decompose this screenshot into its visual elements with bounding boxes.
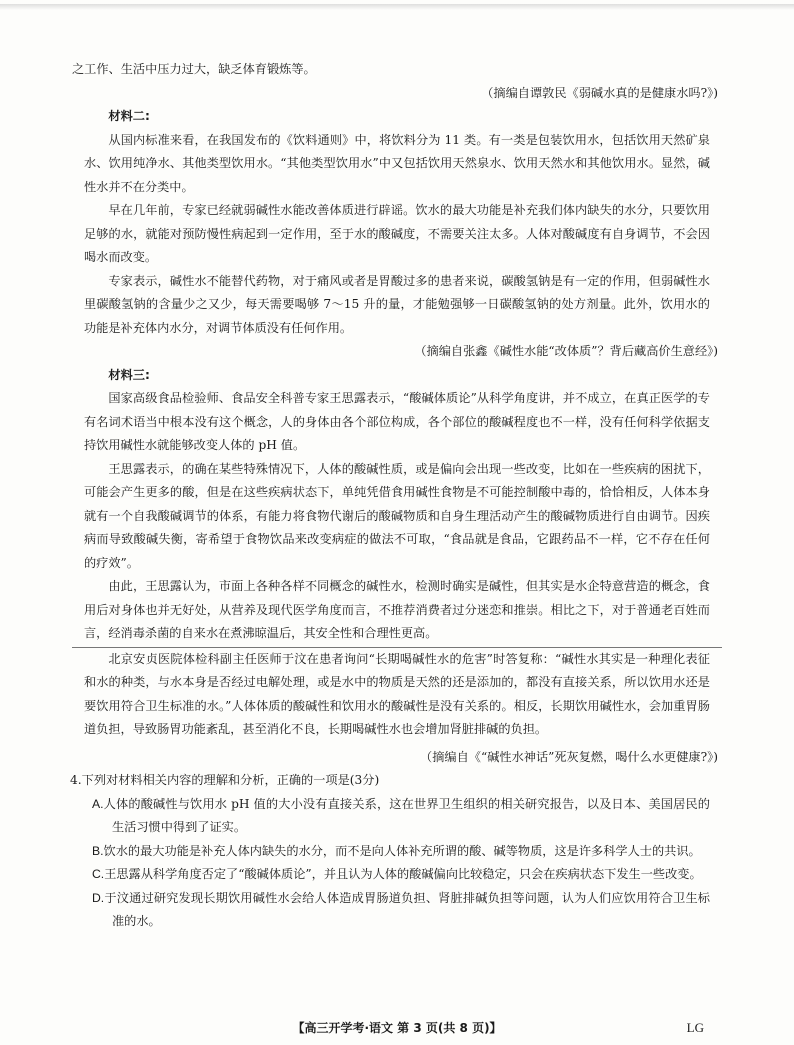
option-a [70, 793, 710, 840]
question-4-stem: 4.下列对材料相关内容的理解和分析，正确的一项是(3分) [70, 773, 380, 787]
material-two-paragraph-1: 从国内标准来看，在我国发布的《饮料通则》中，将饮料分为 11 类。有一类是包装饮用水，包括饮用天然矿泉水、饮用纯净水、其他类型饮用水。“其他类型饮用水”中又包括饮用天然泉水、饮用天然水和其他饮用水。显然，碱性水并不在分类中。 [84, 132, 710, 194]
option-d [70, 887, 710, 934]
page-footer [0, 1018, 794, 1038]
option-d-label: D. [92, 890, 105, 905]
option-a-label: A. [92, 796, 104, 811]
scan-edge [0, 4, 794, 10]
material-two-paragraph-2: 早在几年前，专家已经就弱碱性水能改善体质进行辟谣。饮水的最大功能是补充我们体内缺失的水分，只要饮用足够的水，就能对预防慢性病起到一定作用，至于水的酸碱度，不需要关注太多。人体对酸碱度有自身调节，不会因喝水而改变。 [84, 203, 710, 264]
page-content [70, 58, 718, 934]
footer-page-info: 【高三开学考·语文 第 3 页(共 8 页)】 [292, 1021, 502, 1035]
source-citation-2: （摘编自张鑫《碱性水能“改体质”？背后藏高价生意经》) [414, 344, 718, 358]
material-two-paragraph-3: 专家表示，碱性水不能替代药物，对于痛风或者是胃酸过多的患者来说，碳酸氢钠是有一定的作用，但弱碱性水里碳酸氢钠的含量少之又少，每天需要喝够 7～15 升的量，才能勉强够一日碳酸氢钠的处方剂量。此外，饮用水的功能是补充体内水分，对调节体质没有任何作用。 [84, 273, 710, 335]
source-citation-1: （摘编自谭敦民《弱碱水真的是健康水吗?》) [481, 85, 718, 100]
material-three-paragraph-4: 北京安贞医院体检科副主任医师于汶在患者询问“长期喝碱性水的危害”时答复称：“碱性水其实是一种理化表征和水的种类，与水本身是否经过电解处理，或是水中的物质是天然的还是添加的，都没有直接关系，所以饮用水还是要饮用符合卫生标准的水。”人体体质的酸碱性和饮用水的酸碱性是没有关系的。相反，长期饮用碱性水，会加重胃肠道负担，导致肠胃功能紊乱，甚至消化不良，长期喝碱性水也会增加肾脏排碱的负担。 [84, 651, 710, 736]
material-three-heading: 材料三: [108, 367, 150, 382]
source-citation-3: （摘编自《“碱性水神话”死灰复燃，喝什么水更健康?》) [420, 749, 718, 764]
paragraph-intro-tail: 之工作、生活中压力过大，缺乏体育锻炼等。 [72, 62, 316, 76]
material-three-paragraph-1: 国家高级食品检验师、食品安全科普专家王思露表示，“酸碱体质论”从科学角度讲，并不成立，在真正医学的专有名词术语当中根本没有这个概念，人的身体由各个部位构成，各个部位的酸碱程度也不一样，没有任何科学依据支持饮用碱性水就能够改变人体的 pH 值。 [84, 391, 710, 452]
option-c-label: C. [92, 867, 105, 881]
material-two-heading: 材料二: [108, 109, 150, 123]
option-c [70, 863, 710, 887]
option-a-text: 人体的酸碱性与饮用水 pH 值的大小没有直接关系，这在世界卫生组织的相关研究报告，以及日本、美国居民的生活习惯中得到了证实。 [103, 796, 710, 834]
option-d-text: 于汶通过研究发现长期饮用碱性水会给人体造成胃肠道负担、肾脏排碱负担等问题，认为人们应饮用符合卫生标准的水。 [104, 890, 710, 928]
footer-code: LG [686, 1020, 704, 1035]
option-b-label: B. [92, 843, 104, 858]
material-three-paragraph-3: 由此，王思露认为，市面上各种各样不同概念的碱性水，检测时确实是碱性，但其实是水企特意营造的概念，食用后对身体也并无好处，从营养及现代医学角度而言，不推荐消费者过分迷恋和推崇。相比之下，对于普通老百姓而言，经消毒杀菌的自来水在煮沸晾温后，其安全性和合理性更高。 [84, 579, 710, 640]
material-three-paragraph-2: 王思露表示，的确在某些特殊情况下，人体的酸碱性质，或是偏向会出现一些改变，比如在一些疾病的困扰下，可能会产生更多的酸，但是在这些疾病状态下，单纯凭借食用碱性食物是不可能控制酸中毒的，恰恰相反，人体本身就有一个自我酸碱调节的体系，有能力将食物代谢后的酸碱物质和自身生理活动产生的酸碱物质进行自由调节。因疾病而导致酸碱失衡，寄希望于食物饮品来改变病症的做法不可取，“食品就是食品，它跟药品不一样，它不存在任何的疗效”。 [84, 461, 710, 570]
option-c-text: 王思露从科学角度否定了“酸碱体质论”，并且认为人体的酸碱偏向比较稳定，只会在疾病状态下发生一些改变。 [104, 867, 702, 881]
option-b-text: 饮水的最大功能是补充人体内缺失的水分，而不是向人体补充所谓的酸、碱等物质，这是许多科学人士的共识。 [103, 843, 701, 858]
option-b [70, 840, 710, 864]
